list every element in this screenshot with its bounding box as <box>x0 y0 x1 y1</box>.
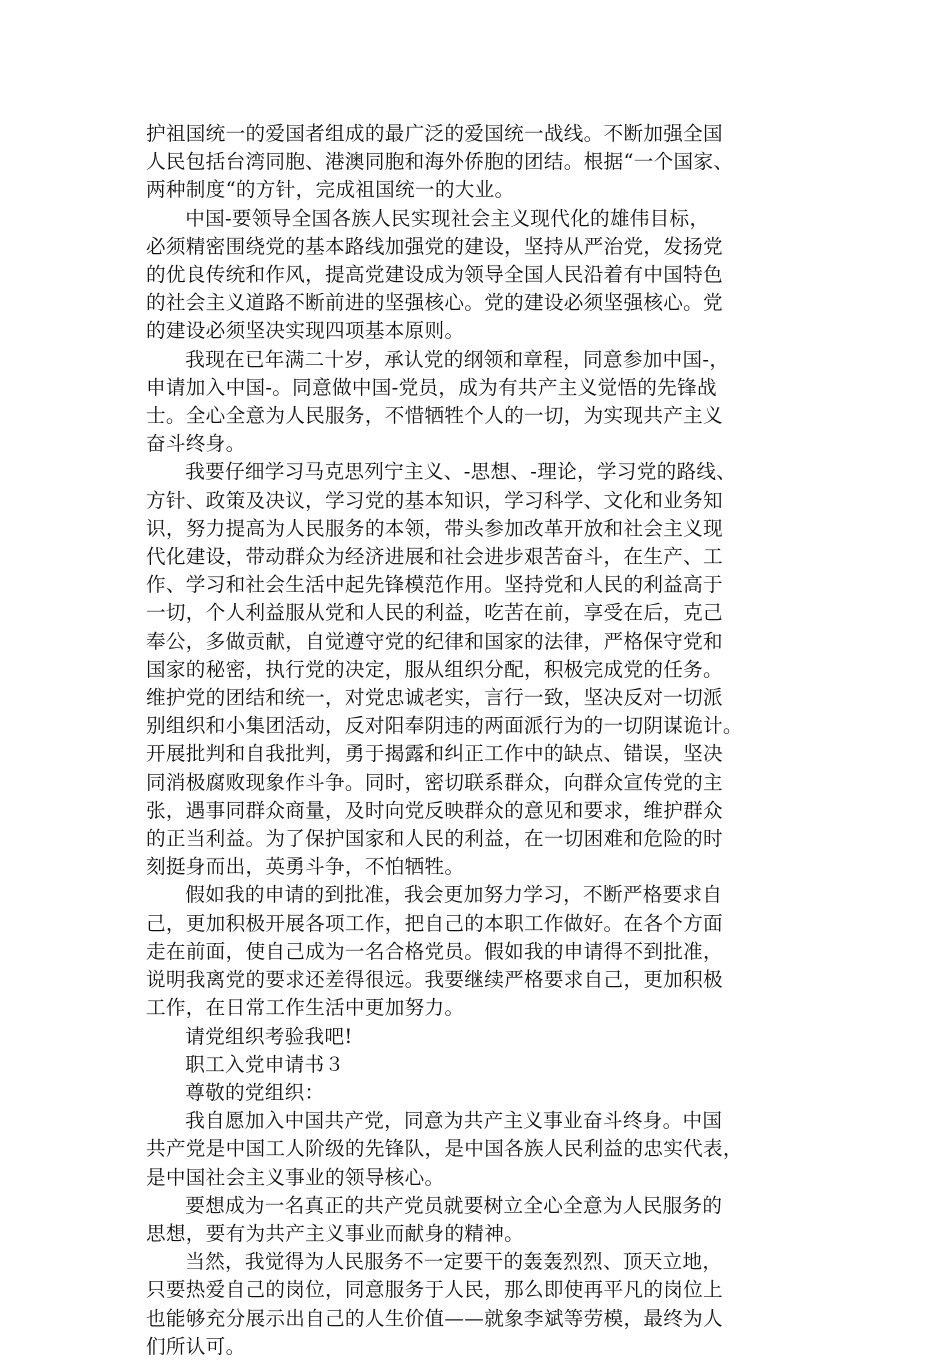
text-line: 开展批判和自我批判，勇于揭露和纠正工作中的缺点、错误，坚决 <box>146 742 723 766</box>
text-line: 们所认可。 <box>146 1334 246 1358</box>
text-line: 刻挺身而出，英勇斗争，不怕牺牲。 <box>146 855 465 879</box>
paragraph <box>146 1107 836 1192</box>
text-line: 我自愿加入中国共产党，同意为共产主义事业奋斗终身。中国 <box>185 1109 723 1133</box>
text-line: 的社会主义道路不断前进的坚强核心。党的建设必须坚强核心。党 <box>146 291 723 315</box>
text-line: 张，遇事同群众商量，及时向党反映群众的意见和要求，维护群众 <box>146 798 723 822</box>
text-line: 己，更加积极开展各项工作，把自己的本职工作做好。在各个方面 <box>146 911 723 935</box>
text-line: 方针、政策及决议，学习党的基本知识，学习科学、文化和业务知 <box>146 488 723 512</box>
paragraph <box>146 1051 836 1079</box>
paragraph <box>146 1023 836 1051</box>
text-line: 奉公，多做贡献，自觉遵守党的纪律和国家的法律，严格保守党和 <box>146 629 723 653</box>
text-line: 国家的秘密，执行党的决定，服从组织分配，积极完成党的任务。 <box>146 657 723 681</box>
text-line: 也能够充分展示出自己的人生价值——就象李斌等劳模，最终为人 <box>146 1306 723 1330</box>
text-line: 是中国社会主义事业的领导核心。 <box>146 1165 445 1189</box>
paragraph <box>146 120 836 205</box>
text-line: 的优良传统和作风，提高党建设成为领导全国人民沿着有中国特色 <box>146 263 723 287</box>
paragraph <box>146 881 836 1022</box>
paragraph <box>146 458 836 881</box>
text-line: 两种制度“的方针，完成祖国统一的大业。 <box>146 178 515 202</box>
text-line: 假如我的申请的到批准，我会更加努力学习，不断严格要求自 <box>185 883 723 907</box>
text-line: 我要仔细学习马克思列宁主义、-思想、-理论，学习党的路线、 <box>185 460 737 484</box>
paragraph <box>146 205 836 346</box>
text-line: 当然，我觉得为人民服务不一定要干的轰轰烈烈、顶天立地， <box>185 1250 723 1274</box>
text-line: 思想，要有为共产主义事业而献身的精神。 <box>146 1221 524 1245</box>
text-line: 申请加入中国-。同意做中国-党员，成为有共产主义觉悟的先锋战 <box>146 375 717 399</box>
text-line: 职工入党申请书３ <box>185 1052 345 1076</box>
text-line: 识，努力提高为人民服务的本领，带头参加改革开放和社会主义现 <box>146 516 723 540</box>
text-line: 的正当利益。为了保护国家和人民的利益，在一切困难和危险的时 <box>146 827 723 851</box>
text-line: 中国-要领导全国各族人民实现社会主义现代化的雄伟目标， <box>185 206 710 230</box>
text-line: 奋斗终身。 <box>146 432 246 456</box>
text-line: 工作，在日常工作生活中更加努力。 <box>146 996 465 1020</box>
text-line: 必须精密围绕党的基本路线加强党的建设，坚持从严治党，发扬党 <box>146 234 723 258</box>
paragraph <box>146 1192 836 1248</box>
text-line: 共产党是中国工人阶级的先锋队，是中国各族人民利益的忠实代表， <box>146 1137 743 1161</box>
text-line: 要想成为一名真正的共产党员就要树立全心全意为人民服务的 <box>185 1193 723 1217</box>
text-line: 一切，个人利益服从党和人民的利益，吃苦在前，享受在后，克己 <box>146 601 723 625</box>
text-line: 的建设必须坚决实现四项基本原则。 <box>146 319 465 343</box>
paragraph <box>146 346 836 459</box>
text-line: 只要热爱自己的岗位，同意服务于人民，那么即使再平凡的岗位上 <box>146 1278 723 1302</box>
text-line: 维护党的团结和统一，对党忠诚老实，言行一致，坚决反对一切派 <box>146 686 723 710</box>
text-line: 代化建设，带动群众为经济进展和社会进步艰苦奋斗，在生产、工 <box>146 545 723 569</box>
text-line: 走在前面，使自己成为一名合格党员。假如我的申请得不到批准， <box>146 939 723 963</box>
text-line: 同消极腐败现象作斗争。同时，密切联系群众，向群众宣传党的主 <box>146 770 723 794</box>
text-line: 人民包括台湾同胞、港澳同胞和海外侨胞的团结。根据“一个国家、 <box>146 150 734 174</box>
paragraph <box>146 1248 836 1361</box>
document-page <box>146 120 836 1361</box>
text-line: 别组织和小集团活动，反对阳奉阴违的两面派行为的一切阴谋诡计。 <box>146 714 743 738</box>
text-line: 说明我离党的要求还差得很远。我要继续严格要求自己，更加积极 <box>146 968 723 992</box>
text-line: 请党组织考验我吧! <box>185 1024 353 1048</box>
text-line: 我现在已年满二十岁，承认党的纲领和章程，同意参加中国-， <box>185 347 730 371</box>
text-line: 作、学习和社会生活中起先锋模范作用。坚持党和人民的利益高于 <box>146 573 723 597</box>
text-line: 士。全心全意为人民服务，不惜牺牲个人的一切，为实现共产主义 <box>146 404 723 428</box>
text-line: 尊敬的党组织： <box>185 1080 325 1104</box>
paragraph <box>146 1079 836 1107</box>
text-line: 护祖国统一的爱国者组成的最广泛的爱国统一战线。不断加强全国 <box>146 122 723 145</box>
